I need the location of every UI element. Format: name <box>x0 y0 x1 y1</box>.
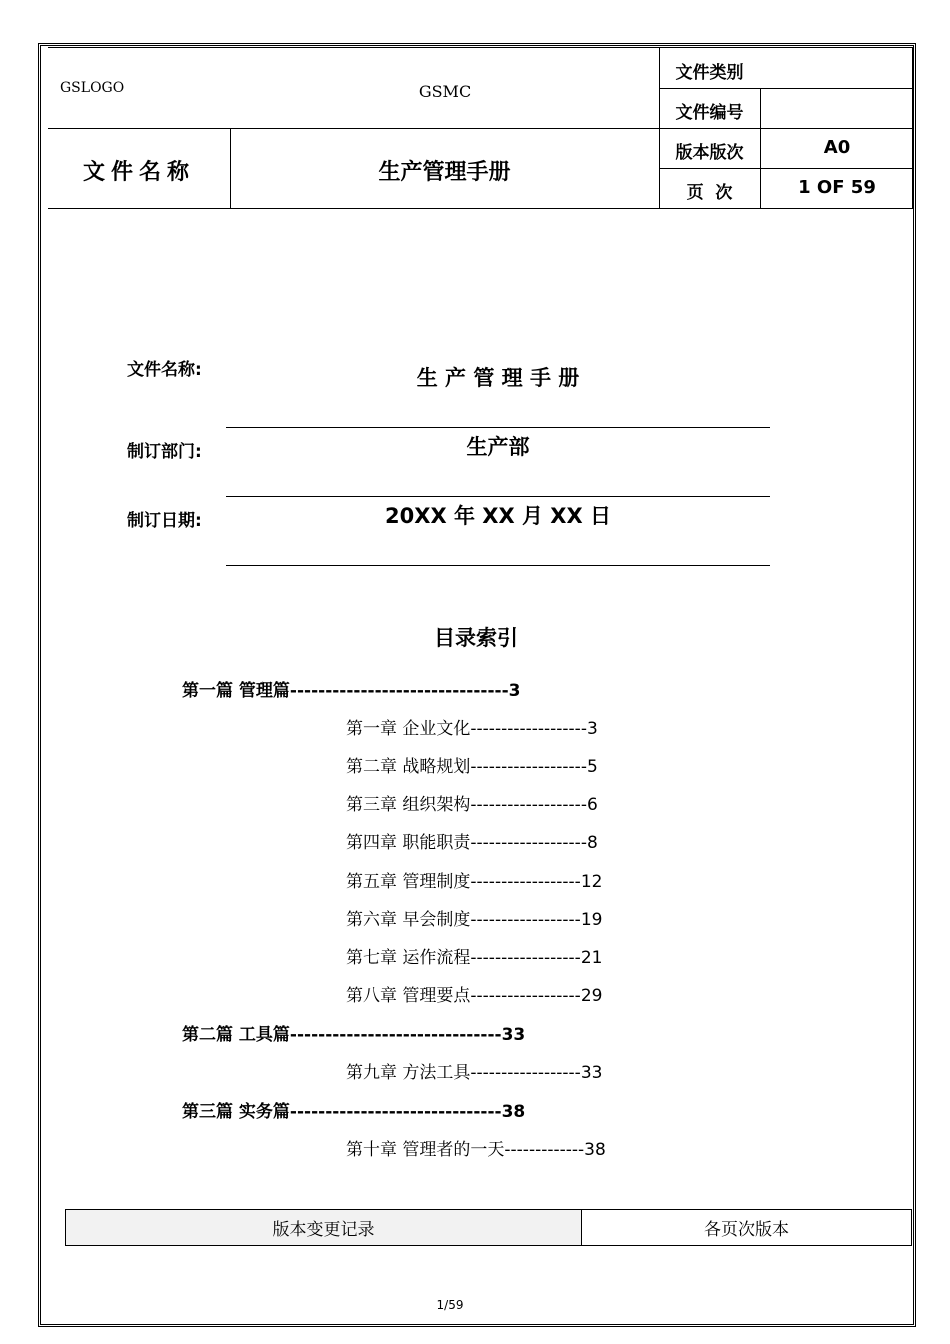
toc-chapter-5: 第五章 管理制度------------------12 <box>346 872 603 892</box>
toc-chapter-2: 第二章 战略规划-------------------5 <box>346 757 598 777</box>
toc-chapter-9: 第九章 方法工具------------------33 <box>346 1063 603 1083</box>
toc-chapter-6: 第六章 早会制度------------------19 <box>346 910 603 930</box>
doc-name-underline <box>226 427 770 428</box>
toc-chapter-8: 第八章 管理要点------------------29 <box>346 986 603 1006</box>
header-row-line-2 <box>48 128 913 129</box>
dept-value: 生产部 <box>466 435 530 459</box>
page-number: 1/59 <box>436 1298 464 1312</box>
toc-chapter-1: 第一章 企业文化-------------------3 <box>346 719 598 739</box>
header-row-line-1 <box>659 88 913 89</box>
page-versions: 各页次版本 <box>582 1210 911 1245</box>
toc-part-3: 第三篇 实务篇------------------------------38 <box>182 1102 526 1122</box>
date-value: 20XX 年 XX 月 XX 日 <box>385 504 611 528</box>
company-name: GSMC <box>418 82 472 101</box>
version-label: 版本版次 <box>675 143 744 163</box>
toc-chapter-7: 第七章 运作流程------------------21 <box>346 948 603 968</box>
date-underline <box>226 565 770 566</box>
file-number-label: 文件编号 <box>675 103 744 123</box>
toc-title: 目录索引 <box>434 626 518 650</box>
toc-chapter-10: 第十章 管理者的一天-------------38 <box>346 1140 606 1160</box>
file-name-value: 生产管理手册 <box>378 160 511 185</box>
company-logo: GSLOGO <box>60 80 125 96</box>
dept-underline <box>226 496 770 497</box>
page-count-label: 页 次 <box>686 183 733 203</box>
doc-name-label: 文件名称: <box>127 360 202 380</box>
header-bottom-line <box>48 208 913 209</box>
version-value: A0 <box>823 137 851 158</box>
file-name-label: 文件名称 <box>82 160 195 185</box>
toc-part-2: 第二篇 工具篇------------------------------33 <box>182 1025 526 1045</box>
header-row-line-3 <box>659 168 913 169</box>
doc-name-value: 生 产 管 理 手 册 <box>416 366 580 390</box>
date-label: 制订日期: <box>127 511 202 531</box>
page-count-value: 1 OF 59 <box>798 177 876 198</box>
toc-chapter-3: 第三章 组织架构-------------------6 <box>346 795 598 815</box>
toc-chapter-4: 第四章 职能职责-------------------8 <box>346 833 598 853</box>
toc-part-1: 第一篇 管理篇-------------------------------3 <box>182 681 521 701</box>
dept-label: 制订部门: <box>127 442 202 462</box>
file-category-label: 文件类别 <box>675 63 744 83</box>
version-record-table <box>65 1209 912 1246</box>
version-change-record: 版本变更记录 <box>66 1210 582 1245</box>
header-top-line <box>48 47 913 48</box>
